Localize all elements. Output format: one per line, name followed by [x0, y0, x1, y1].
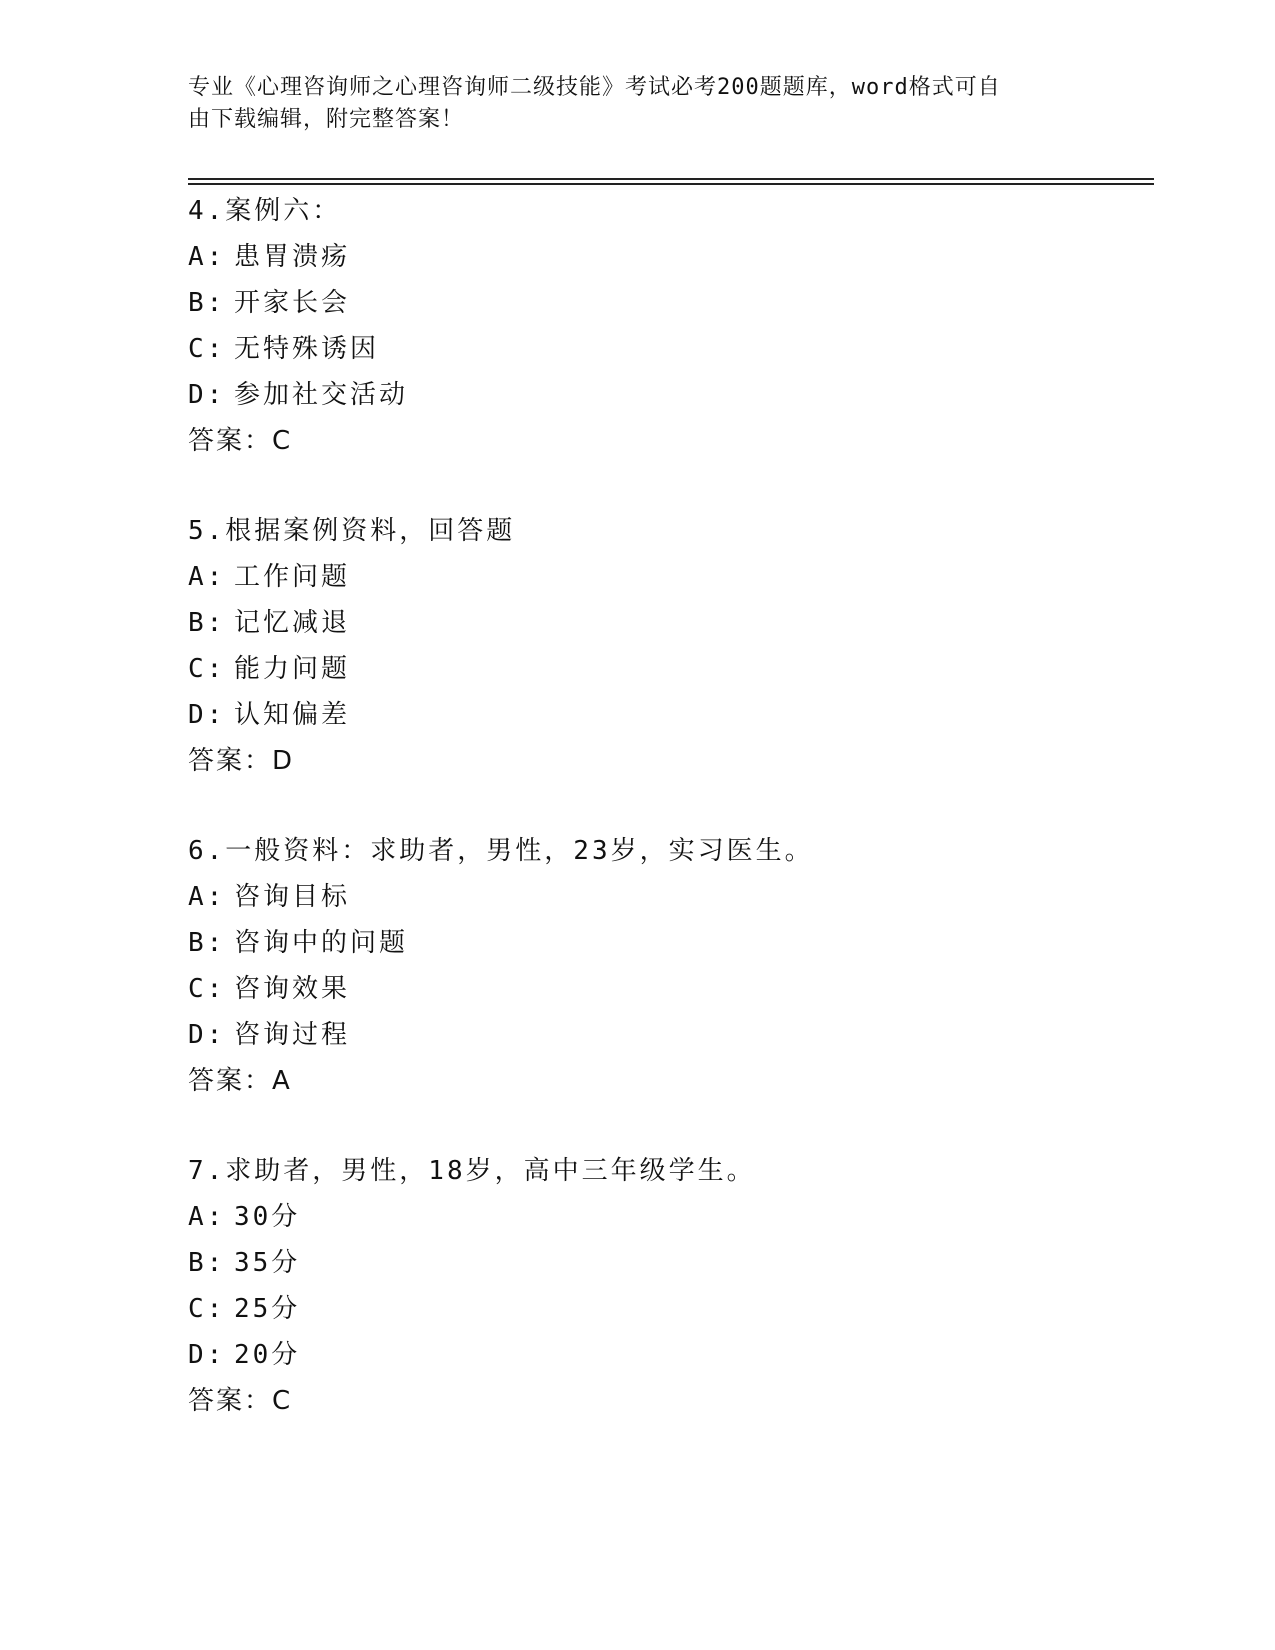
- document-header: [188, 72, 1068, 136]
- question-item: [188, 1148, 1148, 1468]
- option-letter: B:: [188, 608, 226, 638]
- option-c: [188, 966, 1148, 1012]
- option-letter: D:: [188, 380, 226, 410]
- option-text: 咨询过程: [234, 1020, 351, 1050]
- option-text: 25分: [234, 1294, 301, 1324]
- question-stem: 7.求助者，男性，18岁，高中三年级学生。: [188, 1156, 756, 1186]
- option-text: 35分: [234, 1248, 301, 1278]
- option-text: 能力问题: [234, 654, 351, 684]
- option-letter: B:: [188, 1248, 226, 1278]
- question-item: [188, 828, 1148, 1148]
- option-text: 无特殊诱因: [234, 334, 380, 364]
- option-text: 记忆减退: [234, 608, 351, 638]
- answer-line: 答案：C: [188, 426, 293, 456]
- header-divider-top: [188, 178, 1154, 180]
- option-text: 咨询中的问题: [234, 928, 409, 958]
- header-line-1: 专业《心理咨询师之心理咨询师二级技能》考试必考200题题库，word格式可自: [188, 75, 1001, 100]
- option-c: [188, 646, 1148, 692]
- option-a: [188, 874, 1148, 920]
- header-divider-bottom: [188, 183, 1154, 185]
- option-d: [188, 1012, 1148, 1058]
- option-b: [188, 1240, 1148, 1286]
- question-list: [188, 188, 1148, 1468]
- option-letter: B:: [188, 288, 226, 318]
- option-letter: D:: [188, 1020, 226, 1050]
- option-c: [188, 326, 1148, 372]
- option-letter: C:: [188, 1294, 226, 1324]
- question-item: [188, 508, 1148, 828]
- answer-line: 答案：A: [188, 1066, 292, 1096]
- option-a: [188, 1194, 1148, 1240]
- option-c: [188, 1286, 1148, 1332]
- question-stem: 5.根据案例资料，回答题: [188, 516, 516, 546]
- header-line-2: 由下载编辑，附完整答案！: [188, 107, 465, 132]
- option-letter: D:: [188, 700, 226, 730]
- option-letter: C:: [188, 974, 226, 1004]
- option-letter: A:: [188, 562, 226, 592]
- option-text: 参加社交活动: [234, 380, 409, 410]
- option-d: [188, 1332, 1148, 1378]
- question-item: [188, 188, 1148, 508]
- option-b: [188, 280, 1148, 326]
- option-letter: A:: [188, 242, 226, 272]
- option-text: 咨询目标: [234, 882, 351, 912]
- answer-line: 答案：C: [188, 1386, 293, 1416]
- option-b: [188, 600, 1148, 646]
- option-text: 开家长会: [234, 288, 351, 318]
- option-text: 咨询效果: [234, 974, 351, 1004]
- question-stem: 6.一般资料：求助者，男性，23岁，实习医生。: [188, 836, 814, 866]
- option-letter: C:: [188, 654, 226, 684]
- option-b: [188, 920, 1148, 966]
- option-letter: A:: [188, 882, 226, 912]
- option-text: 工作问题: [234, 562, 351, 592]
- option-a: [188, 234, 1148, 280]
- option-text: 20分: [234, 1340, 301, 1370]
- option-letter: A:: [188, 1202, 226, 1232]
- option-d: [188, 692, 1148, 738]
- option-a: [188, 554, 1148, 600]
- option-letter: C:: [188, 334, 226, 364]
- answer-line: 答案：D: [188, 746, 295, 776]
- question-stem: 4.案例六：: [188, 196, 342, 226]
- option-letter: B:: [188, 928, 226, 958]
- option-letter: D:: [188, 1340, 226, 1370]
- option-text: 患胃溃疡: [234, 242, 351, 272]
- option-d: [188, 372, 1148, 418]
- option-text: 认知偏差: [234, 700, 351, 730]
- option-text: 30分: [234, 1202, 301, 1232]
